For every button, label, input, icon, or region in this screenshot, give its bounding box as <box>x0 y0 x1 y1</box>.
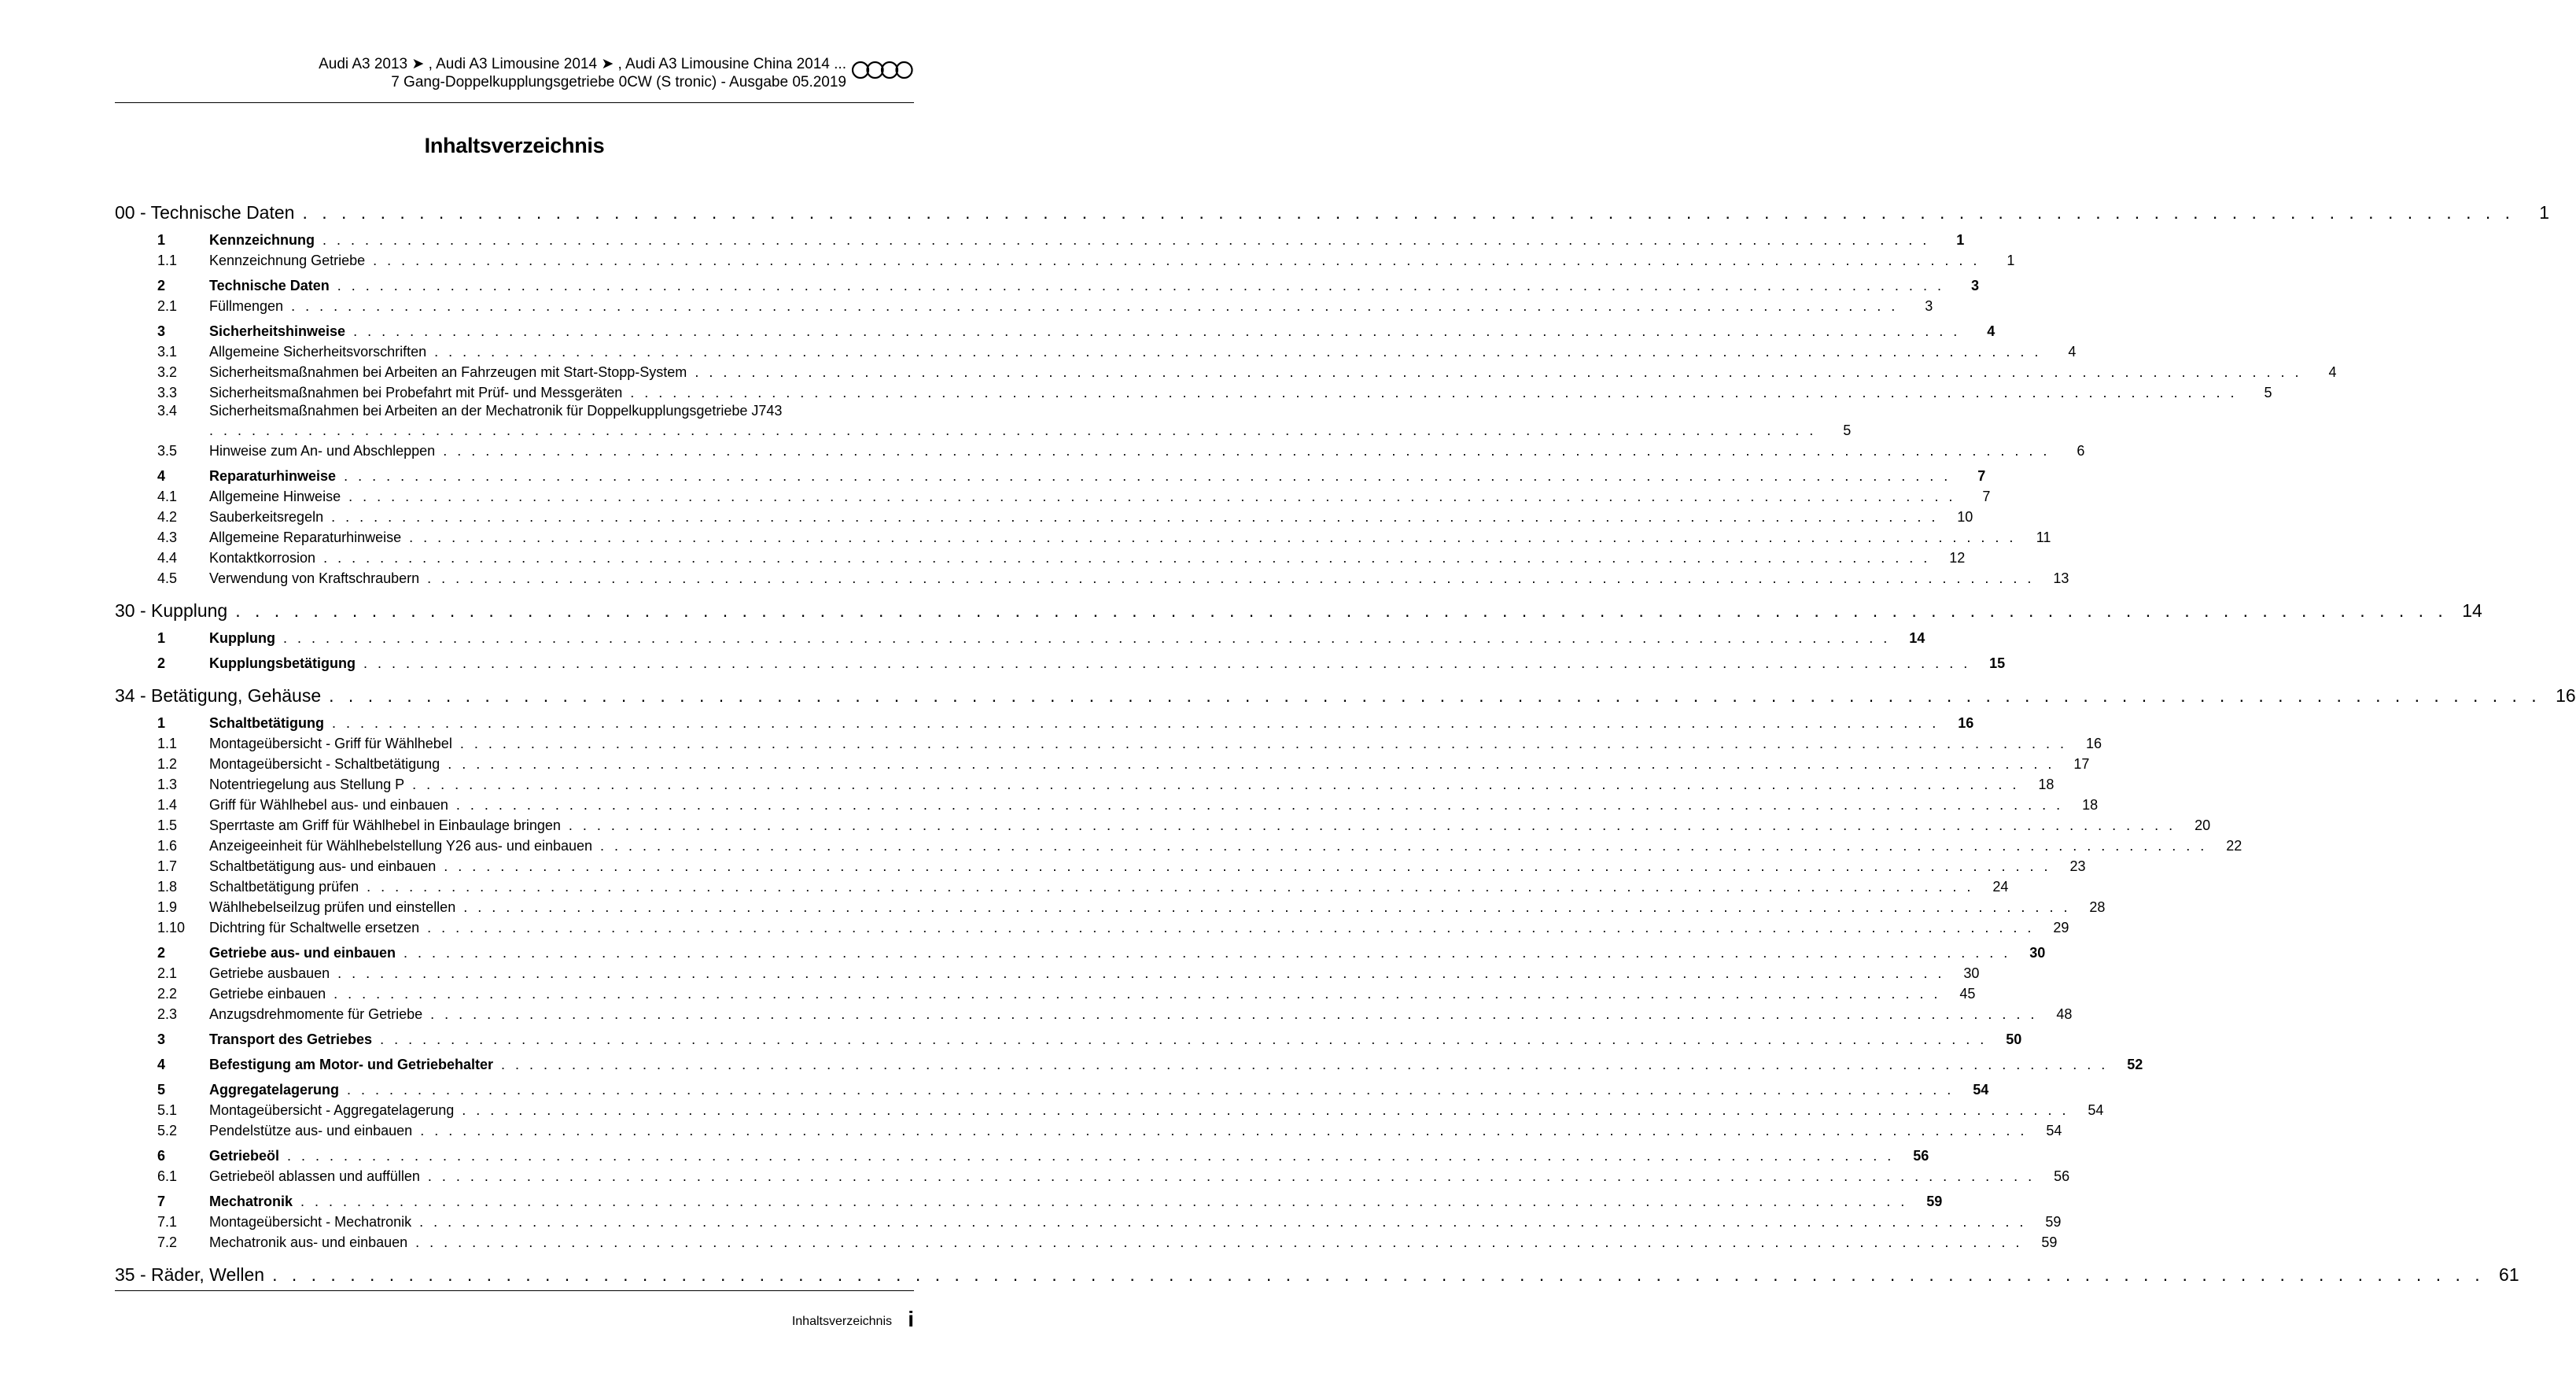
toc-subchapter-row[interactable] <box>115 340 2077 360</box>
toc-page-number: 14 <box>2462 600 2482 621</box>
toc-entry-label: Allgemeine Hinweise <box>209 489 341 504</box>
toc-entry-label: Hinweise zum An- und Abschleppen <box>209 443 436 459</box>
toc-subchapter-row[interactable] <box>115 875 2009 895</box>
toc-dot-leader: . . . . . . . . . . . . . . . . . . . . . . . . . . . . . . . . . . . . . . . . . . . . . . . . . . . . . . . . . . . . . . . . . . . . . . . . . . . . . . . . . . . . . . . . . . . . . . . . . . . . . . . . . . . . . . . . . . <box>463 899 2071 915</box>
toc-entry-number: 4.4 <box>157 550 178 566</box>
toc-entry-number: 1.8 <box>157 879 178 895</box>
toc-entry-number: 3.3 <box>157 385 178 400</box>
toc-dot-leader: . . . . . . . . . . . . . . . . . . . . . . . . . . . . . . . . . . . . . . . . . . . . . . . . . . . . . . . . . . . . . . . . . . . . . . . . . . . . . . . . . . . . . . . . . . . . . . . . . . . . . . . . . . . . . . . . . . <box>332 715 1940 731</box>
toc-subchapter-row[interactable] <box>115 381 2272 401</box>
toc-entry-label: Griff für Wählhebel aus- und einbauen <box>209 797 448 813</box>
toc-entry-label: Schaltbetätigung <box>209 715 325 731</box>
toc-page-number: 7 <box>1977 468 1986 484</box>
toc-entry-label: Dichtring für Schaltwelle ersetzen <box>209 920 420 935</box>
toc-page-number: 11 <box>2036 529 2051 545</box>
toc-page-number: 17 <box>2073 756 2090 772</box>
toc-subchapter-row[interactable] <box>115 916 2069 936</box>
toc-entry-label: 00 - Technische Daten <box>115 202 295 223</box>
toc-chapter-row[interactable] <box>115 1076 1989 1098</box>
toc-subchapter-row[interactable] <box>115 895 2106 916</box>
toc-page-number: 10 <box>1957 509 1973 525</box>
toc-subchapter-row[interactable] <box>115 505 1973 526</box>
page-footer <box>115 1290 914 1331</box>
toc-dot-leader: . . . . . . . . . . . . . . . . . . . . . . . . . . . . . . . . . . . . . . . . . . . . . . . . . . . . . . . . . . . . . . . . . . . . . . . . . . . . . . . . . . . . . . . . . . . . . . . . . . . . . . . . . . . . . . . . . . <box>282 630 1891 646</box>
toc-entry-label: Kennzeichnung <box>209 232 315 248</box>
toc-chapter-row[interactable] <box>115 272 1979 294</box>
toc-subchapter-row[interactable] <box>115 1231 2058 1251</box>
toc-section-row[interactable] <box>115 1257 2519 1286</box>
toc-page-number: 15 <box>1989 655 2006 671</box>
toc-entry-number: 1.2 <box>157 756 178 772</box>
toc-subchapter-row[interactable] <box>115 752 2090 773</box>
toc-page-number: 54 <box>2046 1123 2062 1138</box>
toc-subchapter-row[interactable] <box>115 546 1966 566</box>
toc-dot-leader: . . . . . . . . . . . . . . . . . . . . . . . . . . . . . . . . . . . . . . . . . . . . . . . . . . . . . . . . . . . . . . . . . . . . . . . . . . . . . . . . . . . . . . . . . . . . . . . . . . . . . . . . . . . . . . . . . . <box>329 685 2541 706</box>
toc-dot-leader: . . . . . . . . . . . . . . . . . . . . . . . . . . . . . . . . . . . . . . . . . . . . . . . . . . . . . . . . . . . . . . . . . . . . . . . . . . . . . . . . . . . . . . . . . . . . . . . . . . . . . . . . . . . . . . . . . . <box>419 1214 2027 1230</box>
toc-subchapter-row[interactable] <box>115 773 2055 793</box>
toc-page-number: 30 <box>1963 965 1980 981</box>
toc-entry-label: Füllmengen <box>209 298 284 314</box>
toc-entry-label: Mechatronik <box>209 1194 293 1209</box>
toc-entry-label: Getriebeöl <box>209 1148 280 1164</box>
toc-subchapter-row[interactable] <box>115 485 1991 505</box>
toc-dot-leader: . . . . . . . . . . . . . . . . . . . . . . . . . . . . . . . . . . . . . . . . . . . . . . . . . . . . . . . . . . . . . . . . . . . . . . . . . . . . . . . . . . . . . . . . . . . . . . . . . . . . . . . . . . . . . . . . . . <box>353 323 1961 339</box>
footer-page-number: i <box>908 1307 914 1331</box>
toc-entry-number: 3.5 <box>157 443 178 459</box>
header-gearbox-line: 7 Gang-Doppelkupplungsgetriebe 0CW (S tronic) - Ausgabe 05.2019 <box>391 74 846 90</box>
toc-section-row[interactable] <box>115 678 2576 707</box>
toc-chapter-row[interactable] <box>115 1142 1929 1164</box>
toc-entry-number: 4.1 <box>157 489 178 504</box>
toc-page-number: 5 <box>2264 385 2272 400</box>
toc-entry-label: Reparaturhinweise <box>209 468 337 484</box>
toc-chapter-row[interactable] <box>115 1051 2143 1073</box>
toc-entry-number: 6 <box>157 1148 166 1164</box>
toc-subchapter-row[interactable] <box>115 854 2086 875</box>
toc-entry-number: 3.1 <box>157 344 178 360</box>
toc-entry-label: Mechatronik aus- und einbauen <box>209 1234 408 1250</box>
footer-label: Inhaltsverzeichnis <box>791 1315 892 1328</box>
toc-page-number: 59 <box>2041 1234 2058 1250</box>
toc-entry-number: 1 <box>157 715 166 731</box>
toc-dot-leader: . . . . . . . . . . . . . . . . . . . . . . . . . . . . . . . . . . . . . . . . . . . . . . . . . . . . . . . . . . . . . . . . . . . . . . . . . . . . . . . . . . . . . . . . . . . . . . . . . . . . . . . . . . . . . . . . . . <box>334 986 1941 1002</box>
toc-page-number: 59 <box>2045 1214 2062 1230</box>
toc-dot-leader: . . . . . . . . . . . . . . . . . . . . . . . . . . . . . . . . . . . . . . . . . . . . . . . . . . . . . . . . . . . . . . . . . . . . . . . . . . . . . . . . . . . . . . . . . . . . . . . . . . . . . . . . . . . . . . . . . . <box>501 1057 2109 1072</box>
toc-dot-leader: . . . . . . . . . . . . . . . . . . . . . . . . . . . . . . . . . . . . . . . . . . . . . . . . . . . . . . . . . . . . . . . . . . . . . . . . . . . . . . . . . . . . . . . . . . . . . . . . . . . . . . . . . . . . . . . . . . <box>695 364 2302 380</box>
toc-dot-leader: . . . . . . . . . . . . . . . . . . . . . . . . . . . . . . . . . . . . . . . . . . . . . . . . . . . . . . . . . . . . . . . . . . . . . . . . . . . . . . . . . . . . . . . . . . . . . . . . . . . . . . . . . . . . . . . . . . <box>347 1082 1955 1098</box>
toc-dot-leader: . . . . . . . . . . . . . . . . . . . . . . . . . . . . . . . . . . . . . . . . . . . . . . . . . . . . . . . . . . . . . . . . . . . . . . . . . . . . . . . . . . . . . . . . . . . . . . . . . . . . . . . . . . . . . . . . . . <box>444 858 2051 874</box>
toc-page-number: 1 <box>2007 253 2015 268</box>
toc-page-number: 30 <box>2029 945 2046 961</box>
toc-subchapter-row[interactable] <box>115 1098 2104 1119</box>
toc-chapter-row[interactable] <box>115 939 2046 961</box>
toc-page-number: 4 <box>2328 364 2337 380</box>
toc-chapter-row[interactable] <box>115 1026 2022 1048</box>
toc-subchapter-row[interactable] <box>115 982 1976 1002</box>
toc-page-number: 56 <box>2054 1168 2070 1184</box>
toc-entry-number: 1.3 <box>157 777 178 792</box>
toc-entry-label: Transport des Getriebes <box>209 1031 373 1047</box>
toc-entry-label: Allgemeine Sicherheitsvorschriften <box>209 344 427 360</box>
toc-dot-leader: . . . . . . . . . . . . . . . . . . . . . . . . . . . . . . . . . . . . . . . . . . . . . . . . . . . . . . . . . . . . . . . . . . . . . . . . . . . . . . . . . . . . . . . . . . . . . . . . . . . . . . . . . . . . . . . . . . <box>434 344 2042 360</box>
toc-chapter-row[interactable] <box>115 1188 1943 1210</box>
toc-entry-number: 7.2 <box>157 1234 178 1250</box>
toc-dot-leader: . . . . . . . . . . . . . . . . . . . . . . . . . . . . . . . . . . . . . . . . . . . . . . . . . . . . . . . . . . . . . . . . . . . . . . . . . . . . . . . . . . . . . . . . . . . . . . . . . . . . . . . . . . . . . . . . . . <box>630 385 2238 400</box>
page-title: Inhaltsverzeichnis <box>424 134 605 157</box>
toc-page-number: 6 <box>2077 443 2085 459</box>
toc-page-number: 22 <box>2226 838 2242 854</box>
toc-dot-leader: . . . . . . . . . . . . . . . . . . . . . . . . . . . . . . . . . . . . . . . . . . . . . . . . . . . . . . . . . . . . . . . . . . . . . . . . . . . . . . . . . . . . . . . . . . . . . . . . . . . . . . . . . . . . . . . . . . <box>404 945 2011 961</box>
toc-subchapter-row[interactable] <box>115 1164 2070 1185</box>
toc-entry-number: 2.2 <box>157 986 178 1002</box>
toc-dot-leader: . . . . . . . . . . . . . . . . . . . . . . . . . . . . . . . . . . . . . . . . . . . . . . . . . . . . . . . . . . . . . . . . . . . . . . . . . . . . . . . . . . . . . . . . . . . . . . . . . . . . . . . . . . . . . . . . . . <box>323 550 1931 566</box>
toc-subchapter-row[interactable] <box>115 1210 2062 1231</box>
toc-chapter-row[interactable] <box>115 710 1974 732</box>
page-header <box>115 55 914 103</box>
toc-page-number: 45 <box>1959 986 1976 1002</box>
toc-dot-leader: . . . . . . . . . . . . . . . . . . . . . . . . . . . . . . . . . . . . . . . . . . . . . . . . . . . . . . . . . . . . . . . . . . . . . . . . . . . . . . . . . . . . . . . . . . . . . . . . . . . . . . . . . . . . . . . . . . <box>600 838 2208 854</box>
toc-entry-number: 1.6 <box>157 838 178 854</box>
toc-page-number: 50 <box>2006 1031 2022 1047</box>
toc-subchapter-row[interactable] <box>115 793 2099 814</box>
toc-page-number: 61 <box>2499 1264 2519 1285</box>
toc-subchapter-row[interactable] <box>115 961 1980 982</box>
toc-page-number: 54 <box>1973 1082 1989 1098</box>
toc-entry-number: 2.1 <box>157 965 178 981</box>
toc-entry-number: 4.2 <box>157 509 178 525</box>
toc-subchapter-row[interactable] <box>115 1002 2073 1023</box>
toc-entry-label: Getriebe aus- und einbauen <box>209 945 396 961</box>
toc-entry-label: Kupplung <box>209 630 275 646</box>
toc-dot-leader: . . . . . . . . . . . . . . . . . . . . . . . . . . . . . . . . . . . . . . . . . . . . . . . . . . . . . . . . . . . . . . . . . . . . . . . . . . . . . . . . . . . . . . . . . . . . . . . . . . . . . . . . . . . . . . . . . . <box>363 655 1971 671</box>
toc-entry-number: 1.7 <box>157 858 178 874</box>
toc-entry-label: Technische Daten <box>209 278 330 293</box>
toc-dot-leader: . . . . . . . . . . . . . . . . . . . . . . . . . . . . . . . . . . . . . . . . . . . . . . . . . . . . . . . . . . . . . . . . . . . . . . . . . . . . . . . . . . . . . . . . . . . . . . . . . . . . . . . . . . . . . . . . . . <box>209 422 1817 438</box>
toc-subchapter-row[interactable] <box>115 249 2015 269</box>
toc-dot-leader: . . . . . . . . . . . . . . . . . . . . . . . . . . . . . . . . . . . . . . . . . . . . . . . . . . . . . . . . . . . . . . . . . . . . . . . . . . . . . . . . . . . . . . . . . . . . . . . . . . . . . . . . . . . . . . . . . . <box>300 1194 1908 1209</box>
toc-subchapter-row[interactable] <box>115 1119 2062 1139</box>
toc-subchapter-row[interactable] <box>115 294 1933 315</box>
toc-entry-number: 3.2 <box>157 364 178 380</box>
toc-dot-leader: . . . . . . . . . . . . . . . . . . . . . . . . . . . . . . . . . . . . . . . . . . . . . . . . . . . . . . . . . . . . . . . . . . . . . . . . . . . . . . . . . . . . . . . . . . . . . . . . . . . . . . . . . . . . . . . . . . <box>272 1264 2485 1285</box>
toc-entry-label: Montageübersicht - Aggregatelagerung <box>209 1102 455 1118</box>
toc-entry-label: Kennzeichnung Getriebe <box>209 253 366 268</box>
toc-subchapter-row[interactable] <box>115 814 2211 834</box>
toc-dot-leader: . . . . . . . . . . . . . . . . . . . . . . . . . . . . . . . . . . . . . . . . . . . . . . . . . . . . . . . . . . . . . . . . . . . . . . . . . . . . . . . . . . . . . . . . . . . . . . . . . . . . . . . . . . . . . . . . . . <box>344 468 1951 484</box>
toc-entry-number: 7 <box>157 1194 166 1209</box>
toc-entry-number: 3.4 <box>157 403 178 419</box>
toc-entry-label: Pendelstütze aus- und einbauen <box>209 1123 413 1138</box>
toc-dot-leader: . . . . . . . . . . . . . . . . . . . . . . . . . . . . . . . . . . . . . . . . . . . . . . . . . . . . . . . . . . . . . . . . . . . . . . . . . . . . . . . . . . . . . . . . . . . . . . . . . . . . . . . . . . . . . . . . . . <box>302 202 2515 223</box>
toc-page-number: 54 <box>2088 1102 2104 1118</box>
toc-subchapter-row[interactable] <box>115 360 2337 381</box>
table-of-contents <box>115 189 2576 1286</box>
toc-entry-label: Anzeigeeinheit für Wählhebelstellung Y26 aus- und einbauen <box>209 838 593 854</box>
toc-page-number: 4 <box>1987 323 1996 339</box>
toc-entry-label: 34 - Betätigung, Gehäuse <box>115 685 322 706</box>
toc-entry-number: 1.5 <box>157 817 178 833</box>
toc-entry-number: 1 <box>157 630 166 646</box>
toc-entry-label: Verwendung von Kraftschraubern <box>209 570 420 586</box>
toc-entry-number: 4.3 <box>157 529 178 545</box>
toc-dot-leader: . . . . . . . . . . . . . . . . . . . . . . . . . . . . . . . . . . . . . . . . . . . . . . . . . . . . . . . . . . . . . . . . . . . . . . . . . . . . . . . . . . . . . . . . . . . . . . . . . . . . . . . . . . . . . . . . . . <box>427 570 2035 586</box>
toc-dot-leader: . . . . . . . . . . . . . . . . . . . . . . . . . . . . . . . . . . . . . . . . . . . . . . . . . . . . . . . . . . . . . . . . . . . . . . . . . . . . . . . . . . . . . . . . . . . . . . . . . . . . . . . . . . . . . . . . . . <box>459 736 2068 751</box>
toc-dot-leader: . . . . . . . . . . . . . . . . . . . . . . . . . . . . . . . . . . . . . . . . . . . . . . . . . . . . . . . . . . . . . . . . . . . . . . . . . . . . . . . . . . . . . . . . . . . . . . . . . . . . . . . . . . . . . . . . . . <box>427 1168 2036 1184</box>
toc-entry-label: Sperrtaste am Griff für Wählhebel in Einbaulage bringen <box>209 817 561 833</box>
toc-entry-number: 3 <box>157 1031 166 1047</box>
toc-entry-label: Aggregatelagerung <box>209 1082 340 1098</box>
toc-dot-leader: . . . . . . . . . . . . . . . . . . . . . . . . . . . . . . . . . . . . . . . . . . . . . . . . . . . . . . . . . . . . . . . . . . . . . . . . . . . . . . . . . . . . . . . . . . . . . . . . . . . . . . . . . . . . . . . . . . <box>331 509 1939 525</box>
toc-dot-leader: . . . . . . . . . . . . . . . . . . . . . . . . . . . . . . . . . . . . . . . . . . . . . . . . . . . . . . . . . . . . . . . . . . . . . . . . . . . . . . . . . . . . . . . . . . . . . . . . . . . . . . . . . . . . . . . . . . <box>427 920 2035 935</box>
toc-page-number: 20 <box>2195 817 2211 833</box>
toc-entry-label: Schaltbetätigung aus- und einbauen <box>209 858 437 874</box>
toc-subchapter-row[interactable] <box>115 526 2051 546</box>
toc-entry-label: Sicherheitshinweise <box>209 323 346 339</box>
toc-dot-leader: . . . . . . . . . . . . . . . . . . . . . . . . . . . . . . . . . . . . . . . . . . . . . . . . . . . . . . . . . . . . . . . . . . . . . . . . . . . . . . . . . . . . . . . . . . . . . . . . . . . . . . . . . . . . . . . . . . <box>235 600 2448 621</box>
toc-page-number: 52 <box>2127 1057 2143 1072</box>
toc-page-number: 16 <box>2556 685 2576 706</box>
toc-entry-label: Befestigung am Motor- und Getriebehalter <box>209 1057 494 1072</box>
toc-page-number: 29 <box>2053 920 2069 935</box>
toc-entry-label: Sicherheitsmaßnahmen bei Probefahrt mit Prüf- und Messgeräten <box>209 385 623 400</box>
toc-subchapter-row[interactable] <box>115 834 2242 854</box>
toc-dot-leader: . . . . . . . . . . . . . . . . . . . . . . . . . . . . . . . . . . . . . . . . . . . . . . . . . . . . . . . . . . . . . . . . . . . . . . . . . . . . . . . . . . . . . . . . . . . . . . . . . . . . . . . . . . . . . . . . . . <box>568 817 2176 833</box>
toc-entry-label: Notentriegelung aus Stellung P <box>209 777 405 792</box>
toc-page-number: 1 <box>2539 202 2550 223</box>
toc-chapter-row[interactable] <box>115 318 1996 340</box>
toc-page-number: 18 <box>2038 777 2055 792</box>
toc-entry-number: 2 <box>157 278 166 293</box>
toc-page-number: 14 <box>1909 630 1926 646</box>
toc-entry-number: 6.1 <box>157 1168 178 1184</box>
toc-entry-number: 4 <box>157 468 166 484</box>
toc-dot-leader: . . . . . . . . . . . . . . . . . . . . . . . . . . . . . . . . . . . . . . . . . . . . . . . . . . . . . . . . . . . . . . . . . . . . . . . . . . . . . . . . . . . . . . . . . . . . . . . . . . . . . . . . . . . . . . . . . . <box>448 756 2055 772</box>
toc-dot-leader: . . . . . . . . . . . . . . . . . . . . . . . . . . . . . . . . . . . . . . . . . . . . . . . . . . . . . . . . . . . . . . . . . . . . . . . . . . . . . . . . . . . . . . . . . . . . . . . . . . . . . . . . . . . . . . . . . . <box>287 1148 1895 1164</box>
toc-entry-number: 2.3 <box>157 1006 178 1022</box>
toc-entry-number: 1.1 <box>157 736 178 751</box>
toc-entry-label: Getriebe ausbauen <box>209 965 330 981</box>
toc-entry-number: 5.2 <box>157 1123 178 1138</box>
toc-page-number: 1 <box>1956 232 1965 248</box>
toc-dot-leader: . . . . . . . . . . . . . . . . . . . . . . . . . . . . . . . . . . . . . . . . . . . . . . . . . . . . . . . . . . . . . . . . . . . . . . . . . . . . . . . . . . . . . . . . . . . . . . . . . . . . . . . . . . . . . . . . . . <box>337 278 1944 293</box>
toc-entry-label: Kontaktkorrosion <box>209 550 316 566</box>
toc-page-number: 3 <box>1925 298 1933 314</box>
toc-dot-leader: . . . . . . . . . . . . . . . . . . . . . . . . . . . . . . . . . . . . . . . . . . . . . . . . . . . . . . . . . . . . . . . . . . . . . . . . . . . . . . . . . . . . . . . . . . . . . . . . . . . . . . . . . . . . . . . . . . <box>322 232 1930 248</box>
toc-entry-label: 30 - Kupplung <box>115 600 228 621</box>
toc-entry-number: 1.4 <box>157 797 178 813</box>
toc-entry-label: Schaltbetätigung prüfen <box>209 879 359 895</box>
toc-entry-label: Montageübersicht - Mechatronik <box>209 1214 412 1230</box>
toc-subchapter-row[interactable] <box>115 439 2085 459</box>
audi-rings-icon <box>851 60 914 80</box>
toc-entry-number: 2.1 <box>157 298 178 314</box>
toc-entry-number: 2 <box>157 655 166 671</box>
toc-entry-number: 7.1 <box>157 1214 178 1230</box>
toc-dot-leader: . . . . . . . . . . . . . . . . . . . . . . . . . . . . . . . . . . . . . . . . . . . . . . . . . . . . . . . . . . . . . . . . . . . . . . . . . . . . . . . . . . . . . . . . . . . . . . . . . . . . . . . . . . . . . . . . . . <box>291 298 1899 314</box>
toc-page-number: 4 <box>2068 344 2077 360</box>
toc-entry-number: 1.10 <box>157 920 186 935</box>
toc-subchapter-row[interactable] <box>115 401 1852 439</box>
toc-subchapter-row[interactable] <box>115 566 2069 587</box>
toc-page-number: 59 <box>1926 1194 1943 1209</box>
toc-entry-label: Getriebeöl ablassen und auffüllen <box>209 1168 420 1184</box>
toc-entry-label: 35 - Räder, Wellen <box>115 1264 265 1285</box>
toc-page-number: 28 <box>2089 899 2106 915</box>
toc-entry-label: Getriebe einbauen <box>209 986 326 1002</box>
toc-page-number: 7 <box>1982 489 1991 504</box>
toc-dot-leader: . . . . . . . . . . . . . . . . . . . . . . . . . . . . . . . . . . . . . . . . . . . . . . . . . . . . . . . . . . . . . . . . . . . . . . . . . . . . . . . . . . . . . . . . . . . . . . . . . . . . . . . . . . . . . . . . . . <box>430 1006 2038 1022</box>
toc-entry-label: Montageübersicht - Griff für Wählhebel <box>209 736 452 751</box>
toc-entry-label: Anzugsdrehmomente für Getriebe <box>209 1006 423 1022</box>
toc-dot-leader: . . . . . . . . . . . . . . . . . . . . . . . . . . . . . . . . . . . . . . . . . . . . . . . . . . . . . . . . . . . . . . . . . . . . . . . . . . . . . . . . . . . . . . . . . . . . . . . . . . . . . . . . . . . . . . . . . . <box>420 1123 2028 1138</box>
toc-entry-number: 4.5 <box>157 570 178 586</box>
toc-dot-leader: . . . . . . . . . . . . . . . . . . . . . . . . . . . . . . . . . . . . . . . . . . . . . . . . . . . . . . . . . . . . . . . . . . . . . . . . . . . . . . . . . . . . . . . . . . . . . . . . . . . . . . . . . . . . . . . . . . <box>380 1031 1988 1047</box>
toc-entry-label: Montageübersicht - Schaltbetätigung <box>209 756 440 772</box>
toc-entry-number: 2 <box>157 945 166 961</box>
toc-entry-number: 1.1 <box>157 253 178 268</box>
toc-page-number: 3 <box>1970 278 1979 293</box>
toc-entry-number: 4 <box>157 1057 166 1072</box>
toc-page-number: 24 <box>1992 879 2009 895</box>
toc-page-number: 18 <box>2082 797 2099 813</box>
toc-page-number: 16 <box>2086 736 2102 751</box>
toc-entry-number: 5 <box>157 1082 166 1098</box>
toc-dot-leader: . . . . . . . . . . . . . . . . . . . . . . . . . . . . . . . . . . . . . . . . . . . . . . . . . . . . . . . . . . . . . . . . . . . . . . . . . . . . . . . . . . . . . . . . . . . . . . . . . . . . . . . . . . . . . . . . . . <box>373 253 1981 268</box>
toc-page-number: 56 <box>1913 1148 1929 1164</box>
toc-dot-leader: . . . . . . . . . . . . . . . . . . . . . . . . . . . . . . . . . . . . . . . . . . . . . . . . . . . . . . . . . . . . . . . . . . . . . . . . . . . . . . . . . . . . . . . . . . . . . . . . . . . . . . . . . . . . . . . . . . <box>412 777 2020 792</box>
toc-dot-leader: . . . . . . . . . . . . . . . . . . . . . . . . . . . . . . . . . . . . . . . . . . . . . . . . . . . . . . . . . . . . . . . . . . . . . . . . . . . . . . . . . . . . . . . . . . . . . . . . . . . . . . . . . . . . . . . . . . <box>348 489 1956 504</box>
toc-dot-leader: . . . . . . . . . . . . . . . . . . . . . . . . . . . . . . . . . . . . . . . . . . . . . . . . . . . . . . . . . . . . . . . . . . . . . . . . . . . . . . . . . . . . . . . . . . . . . . . . . . . . . . . . . . . . . . . . . . <box>337 965 1945 981</box>
toc-entry-label: Sicherheitsmaßnahmen bei Arbeiten an der Mechatronik für Doppelkupplungsgetriebe J743 <box>209 403 783 419</box>
toc-entry-number: 5.1 <box>157 1102 178 1118</box>
toc-section-row[interactable] <box>115 593 2482 622</box>
toc-dot-leader: . . . . . . . . . . . . . . . . . . . . . . . . . . . . . . . . . . . . . . . . . . . . . . . . . . . . . . . . . . . . . . . . . . . . . . . . . . . . . . . . . . . . . . . . . . . . . . . . . . . . . . . . . . . . . . . . . . <box>455 797 2064 813</box>
toc-page-number: 16 <box>1958 715 1974 731</box>
toc-entry-label: Sicherheitsmaßnahmen bei Arbeiten an Fahrzeugen mit Start-Stopp-System <box>209 364 687 380</box>
header-vehicle-line: Audi A3 2013 ➤ , Audi A3 Limousine 2014 ➤ , Audi A3 Limousine China 2014 ... <box>319 56 846 72</box>
toc-entry-label: Wählhebelseilzug prüfen und einstellen <box>209 899 456 915</box>
toc-chapter-row[interactable] <box>115 650 2006 672</box>
header-text <box>319 55 846 91</box>
toc-dot-leader: . . . . . . . . . . . . . . . . . . . . . . . . . . . . . . . . . . . . . . . . . . . . . . . . . . . . . . . . . . . . . . . . . . . . . . . . . . . . . . . . . . . . . . . . . . . . . . . . . . . . . . . . . . . . . . . . . . <box>443 443 2051 459</box>
toc-dot-leader: . . . . . . . . . . . . . . . . . . . . . . . . . . . . . . . . . . . . . . . . . . . . . . . . . . . . . . . . . . . . . . . . . . . . . . . . . . . . . . . . . . . . . . . . . . . . . . . . . . . . . . . . . . . . . . . . . . <box>415 1234 2023 1250</box>
toc-entry-number: 3 <box>157 323 166 339</box>
toc-page-number: 12 <box>1949 550 1966 566</box>
toc-section-row[interactable] <box>115 195 2550 223</box>
toc-page-number: 5 <box>1843 422 1852 438</box>
toc-dot-leader: . . . . . . . . . . . . . . . . . . . . . . . . . . . . . . . . . . . . . . . . . . . . . . . . . . . . . . . . . . . . . . . . . . . . . . . . . . . . . . . . . . . . . . . . . . . . . . . . . . . . . . . . . . . . . . . . . . <box>462 1102 2069 1118</box>
toc-chapter-row[interactable] <box>115 227 1965 249</box>
toc-page-number: 48 <box>2056 1006 2073 1022</box>
toc-subchapter-row[interactable] <box>115 732 2102 752</box>
toc-dot-leader: . . . . . . . . . . . . . . . . . . . . . . . . . . . . . . . . . . . . . . . . . . . . . . . . . . . . . . . . . . . . . . . . . . . . . . . . . . . . . . . . . . . . . . . . . . . . . . . . . . . . . . . . . . . . . . . . . . <box>367 879 1974 895</box>
toc-entry-label: Allgemeine Reparaturhinweise <box>209 529 402 545</box>
toc-chapter-row[interactable] <box>115 463 1986 485</box>
toc-chapter-row[interactable] <box>115 625 1926 647</box>
toc-page-number: 13 <box>2053 570 2069 586</box>
toc-page-number: 23 <box>2069 858 2086 874</box>
toc-entry-label: Kupplungsbetätigung <box>209 655 356 671</box>
toc-entry-number: 1.9 <box>157 899 178 915</box>
toc-entry-number: 1 <box>157 232 166 248</box>
toc-entry-label: Sauberkeitsregeln <box>209 509 324 525</box>
toc-dot-leader: . . . . . . . . . . . . . . . . . . . . . . . . . . . . . . . . . . . . . . . . . . . . . . . . . . . . . . . . . . . . . . . . . . . . . . . . . . . . . . . . . . . . . . . . . . . . . . . . . . . . . . . . . . . . . . . . . . <box>409 529 2017 545</box>
